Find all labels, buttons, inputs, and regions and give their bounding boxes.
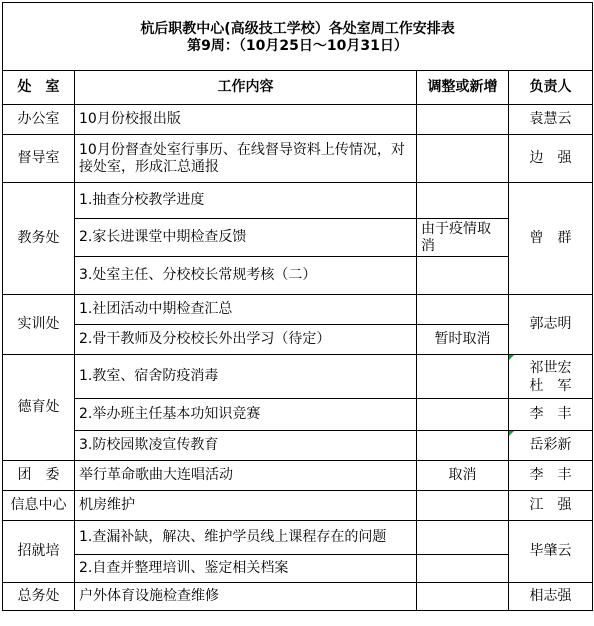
table-row — [3, 325, 593, 355]
owner-cell: 曾 群 — [509, 183, 593, 295]
title-line2: 第9周：（10月25日～10月31日） — [187, 37, 408, 54]
dept-league: 团 委 — [3, 461, 75, 491]
owner-cell: 毕肇云 — [509, 521, 593, 583]
dept-academic: 教务处 — [3, 183, 75, 295]
table-row — [3, 491, 593, 521]
adjust-cell: 由于疫情取消 — [417, 219, 509, 257]
table-row — [3, 555, 593, 583]
task-cell: 1.社团活动中期检查汇总 — [75, 295, 417, 325]
task-cell: 2.家长进课堂中期检查反馈 — [75, 219, 417, 257]
task-cell: 户外体育设施检查维修 — [75, 583, 417, 611]
task-cell: 2.骨干教师及分校校长外出学习（待定） — [75, 325, 417, 355]
task-cell: 2.自查并整理培训、鉴定相关档案 — [75, 555, 417, 583]
dept-general: 总务处 — [3, 583, 75, 611]
weekly-schedule-table — [2, 2, 593, 611]
table-row — [3, 461, 593, 491]
dept-info: 信息中心 — [3, 491, 75, 521]
table-row — [3, 135, 593, 183]
dept-supervision: 督导室 — [3, 135, 75, 183]
adjust-cell — [417, 583, 509, 611]
dept-training: 实训处 — [3, 295, 75, 355]
task-cell: 举行革命歌曲大连唱活动 — [75, 461, 417, 491]
task-cell: 2.举办班主任基本功知识竞赛 — [75, 399, 417, 431]
dept-moral: 德育处 — [3, 355, 75, 461]
owner-cell: 祁世宏 杜 军 — [509, 355, 593, 399]
owner-cell: 相志强 — [509, 583, 593, 611]
table-row — [3, 355, 593, 399]
adjust-cell — [417, 491, 509, 521]
owner-cell: 袁慧云 — [509, 105, 593, 135]
table-row — [3, 105, 593, 135]
adjust-cell: 取消 — [417, 461, 509, 491]
owner-cell: 郭志明 — [509, 295, 593, 355]
task-cell: 10月份校报出版 — [75, 105, 417, 135]
title-line1: 杭后职教中心(高级技工学校）各处室周工作安排表 — [140, 20, 455, 37]
adjust-cell — [417, 257, 509, 295]
owner-cell: 岳彩新 — [509, 431, 593, 461]
task-cell: 3.处室主任、分校校长常规考核（二） — [75, 257, 417, 295]
dept-recruit: 招就培 — [3, 521, 75, 583]
task-cell: 机房维护 — [75, 491, 417, 521]
header-content: 工作内容 — [75, 71, 417, 105]
adjust-cell — [417, 355, 509, 399]
task-cell: 1.教室、宿舍防疫消毒 — [75, 355, 417, 399]
task-cell: 1.查漏补缺，解决、维护学员线上课程存在的问题 — [75, 521, 417, 555]
task-cell: 10月份督查处室行事历、在线督导资料上传情况，对接处室，形成汇总通报 — [75, 135, 417, 183]
table-title — [3, 3, 593, 71]
table-row — [3, 295, 593, 325]
owner-cell: 边 强 — [509, 135, 593, 183]
table-row — [3, 583, 593, 611]
owner-cell: 李 丰 — [509, 399, 593, 431]
table-row — [3, 257, 593, 295]
adjust-cell: 暂时取消 — [417, 325, 509, 355]
adjust-cell — [417, 105, 509, 135]
table-row — [3, 521, 593, 555]
table-row — [3, 219, 593, 257]
table-row — [3, 399, 593, 431]
adjust-cell — [417, 295, 509, 325]
adjust-cell — [417, 555, 509, 583]
header-owner: 负责人 — [509, 71, 593, 105]
adjust-cell — [417, 431, 509, 461]
adjust-cell — [417, 399, 509, 431]
owner-cell: 李 丰 — [509, 461, 593, 491]
table-row — [3, 183, 593, 219]
adjust-cell — [417, 521, 509, 555]
owner-cell: 江 强 — [509, 491, 593, 521]
header-adjust: 调整或新增 — [417, 71, 509, 105]
task-cell: 3.防校园欺凌宣传教育 — [75, 431, 417, 461]
adjust-cell — [417, 135, 509, 183]
header-dept: 处 室 — [3, 71, 75, 105]
table-row — [3, 431, 593, 461]
header-row — [3, 71, 593, 105]
task-cell: 1.抽查分校教学进度 — [75, 183, 417, 219]
dept-office: 办公室 — [3, 105, 75, 135]
adjust-cell — [417, 183, 509, 219]
